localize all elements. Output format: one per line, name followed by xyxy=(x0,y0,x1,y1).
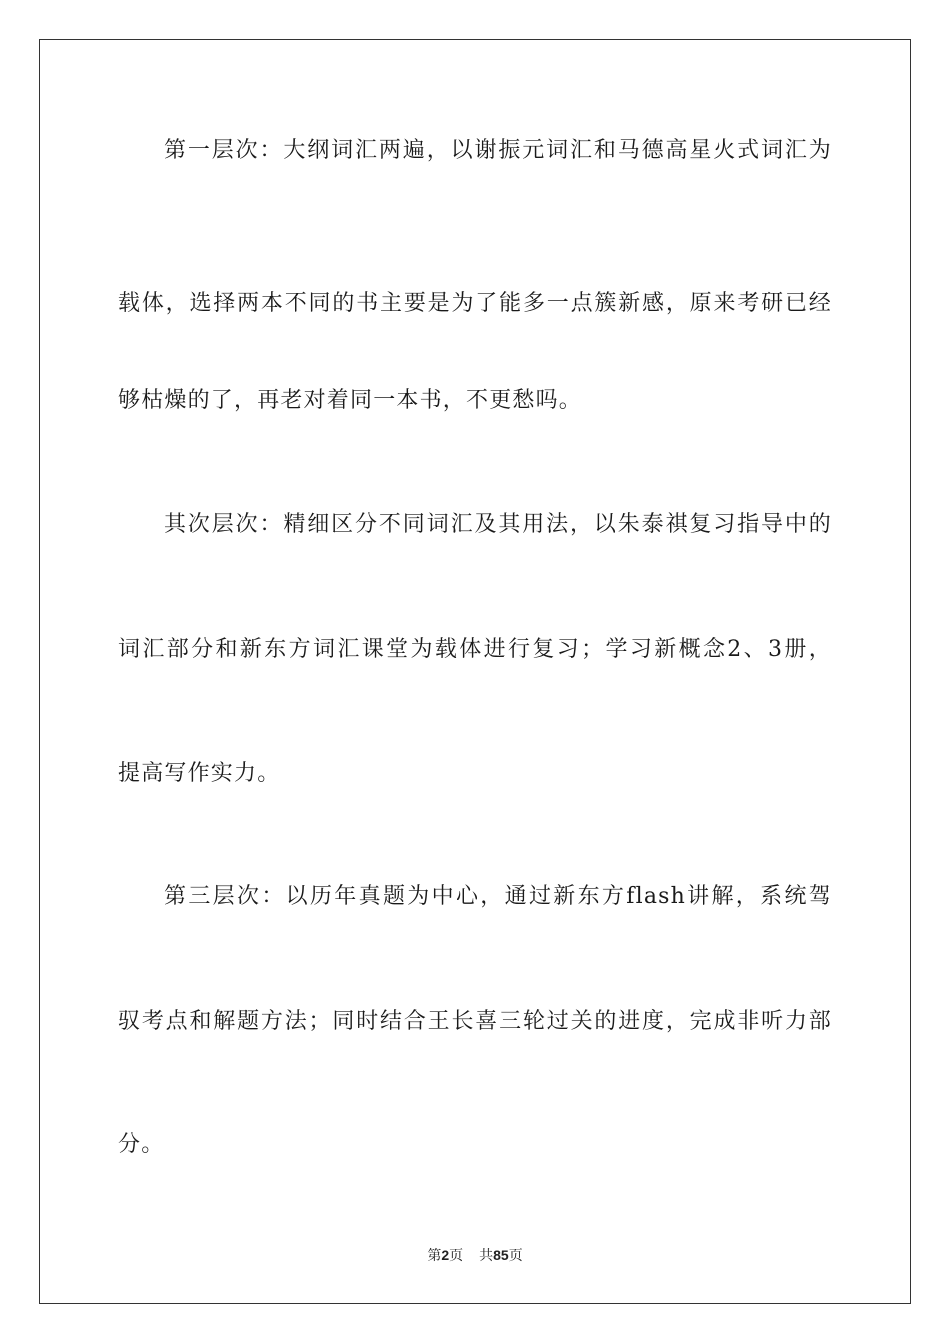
paragraph-1-line-2: 载体，选择两本不同的书主要是为了能多一点簇新感，原来考研已经 xyxy=(118,291,832,316)
total-prefix: 共 xyxy=(479,1248,494,1264)
page-footer xyxy=(0,1245,950,1266)
page-number: 2 xyxy=(441,1247,450,1263)
paragraph-3-line-1: 第三层次：以历年真题为中心，通过新东方flash讲解，系统驾 xyxy=(164,884,832,909)
paragraph-2-line-2: 词汇部分和新东方词汇课堂为载体进行复习；学习新概念2、3册， xyxy=(118,637,832,662)
paragraph-3-line-3: 分。 xyxy=(118,1132,165,1157)
total-suffix: 页 xyxy=(508,1248,523,1264)
paragraph-2-line-1: 其次层次：精细区分不同词汇及其用法，以朱泰祺复习指导中的 xyxy=(164,512,832,537)
paragraph-1-line-1: 第一层次：大纲词汇两遍，以谢振元词汇和马德高星火式词汇为 xyxy=(164,138,832,163)
paragraph-2-line-3: 提高写作实力。 xyxy=(118,761,281,786)
page-border xyxy=(39,39,911,1304)
paragraph-1-line-3: 够枯燥的了，再老对着同一本书，不更愁吗。 xyxy=(118,388,583,413)
total-pages: 85 xyxy=(493,1247,509,1263)
paragraph-3-line-2: 驭考点和解题方法；同时结合王长喜三轮过关的进度，完成非听力部 xyxy=(118,1009,832,1034)
page-prefix: 第 xyxy=(427,1248,442,1264)
page-suffix: 页 xyxy=(449,1248,464,1264)
